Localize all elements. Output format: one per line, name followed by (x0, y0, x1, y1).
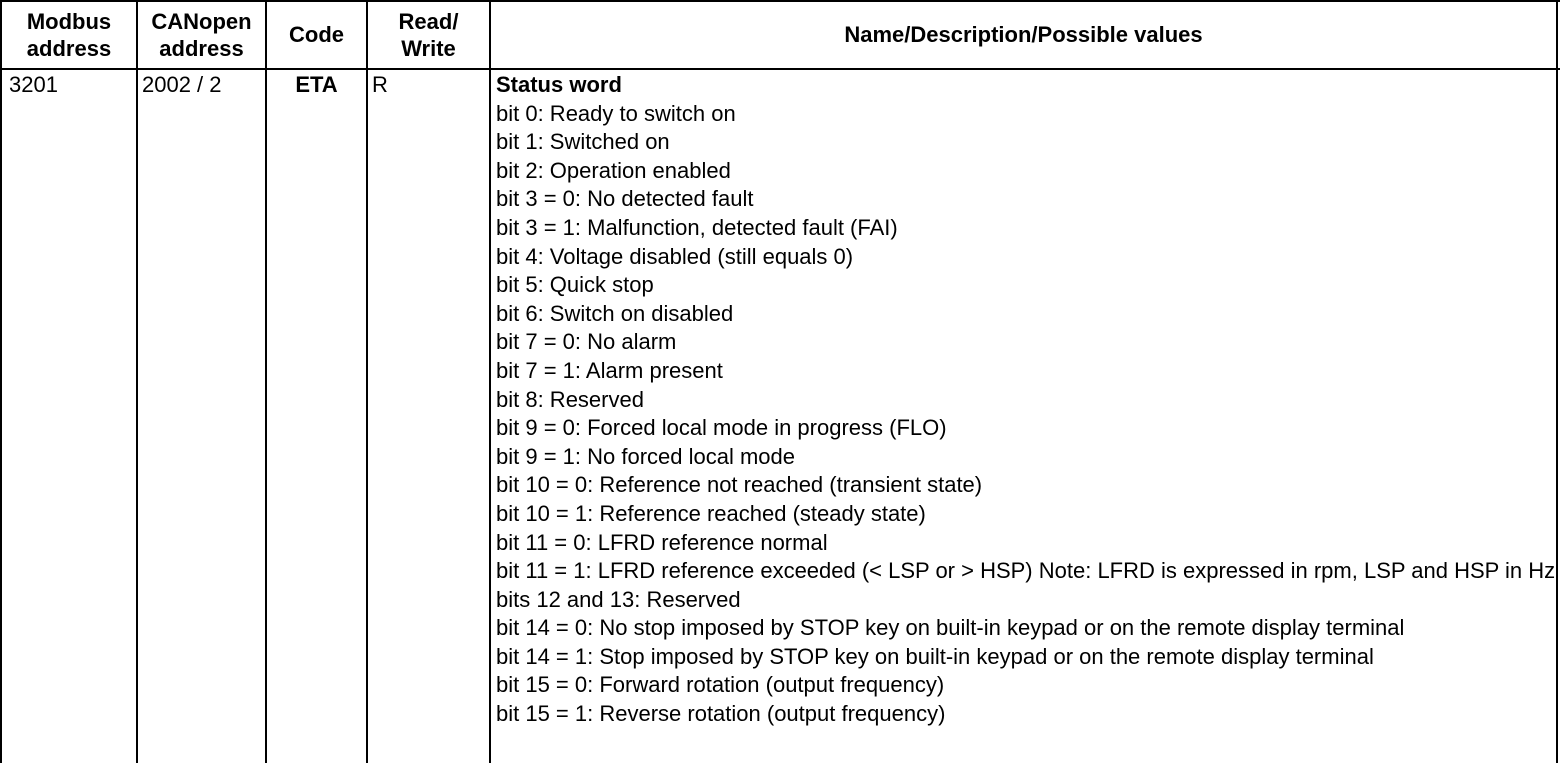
desc-line: bit 9 = 0: Forced local mode in progress (FLO) (496, 415, 947, 441)
desc-line: bit 10 = 1: Reference reached (steady state) (496, 500, 926, 526)
cell-read-write: R (372, 72, 388, 97)
desc-line: bit 15 = 1: Reverse rotation (output frequency) (496, 701, 946, 727)
header-description-label: Name/Description/Possible values (844, 22, 1203, 47)
col-border-3 (366, 0, 368, 763)
desc-line: bit 0: Ready to switch on (496, 100, 736, 126)
col-border-4 (489, 0, 491, 763)
header-canopen-line1: CANopen (151, 8, 252, 34)
desc-line: bit 14 = 0: No stop imposed by STOP key on built-in keypad or on the remote display terminal (496, 615, 1405, 641)
desc-line: bit 6: Switch on disabled (496, 300, 734, 326)
cell-description (496, 71, 1554, 729)
col-border-left (0, 0, 2, 763)
desc-line: bit 5: Quick stop (496, 272, 654, 298)
col-border-1 (136, 0, 138, 763)
header-code-label: Code (289, 22, 344, 47)
header-modbus-address (2, 0, 136, 69)
desc-line: bit 2: Operation enabled (496, 157, 731, 183)
header-modbus-line2: address (26, 35, 112, 61)
desc-line: bit 4: Voltage disabled (still equals 0) (496, 243, 854, 269)
desc-line: bit 1: Switched on (496, 129, 670, 155)
cell-canopen-address: 2002 / 2 (142, 72, 222, 97)
header-canopen-address (138, 0, 265, 69)
desc-line: bit 9 = 1: No forced local mode (496, 443, 795, 469)
header-code (267, 0, 366, 69)
desc-line: bit 11 = 0: LFRD reference normal (496, 529, 828, 555)
cell-modbus-address: 3201 (9, 72, 58, 97)
cell-code: ETA (295, 72, 338, 97)
desc-line: bit 15 = 0: Forward rotation (output frequency) (496, 672, 945, 698)
desc-line: bit 7 = 1: Alarm present (496, 357, 723, 383)
desc-line: bit 8: Reserved (496, 386, 644, 412)
desc-line: bit 7 = 0: No alarm (496, 329, 677, 355)
header-rw-line2: Write (401, 35, 456, 61)
description-title: Status word (496, 72, 622, 97)
header-read-write (368, 0, 489, 69)
desc-line: bit 11 = 1: LFRD reference exceeded (< LSP or > HSP) Note: LFRD is expressed in rpm, LSP and HSP in Hz (496, 558, 1556, 584)
header-description (491, 0, 1556, 69)
header-rw-line1: Read/ (398, 8, 459, 34)
header-modbus-line1: Modbus (26, 8, 112, 34)
header-canopen-line2: address (159, 35, 244, 61)
desc-line: bit 14 = 1: Stop imposed by STOP key on built-in keypad or on the remote display terminal (496, 643, 1374, 669)
desc-line: bits 12 and 13: Reserved (496, 586, 741, 612)
desc-line: bit 3 = 1: Malfunction, detected fault (FAI) (496, 214, 898, 240)
desc-line: bit 10 = 0: Reference not reached (transient state) (496, 472, 983, 498)
col-border-2 (265, 0, 267, 763)
desc-line: bit 3 = 0: No detected fault (496, 186, 754, 212)
col-border-right (1556, 0, 1558, 763)
